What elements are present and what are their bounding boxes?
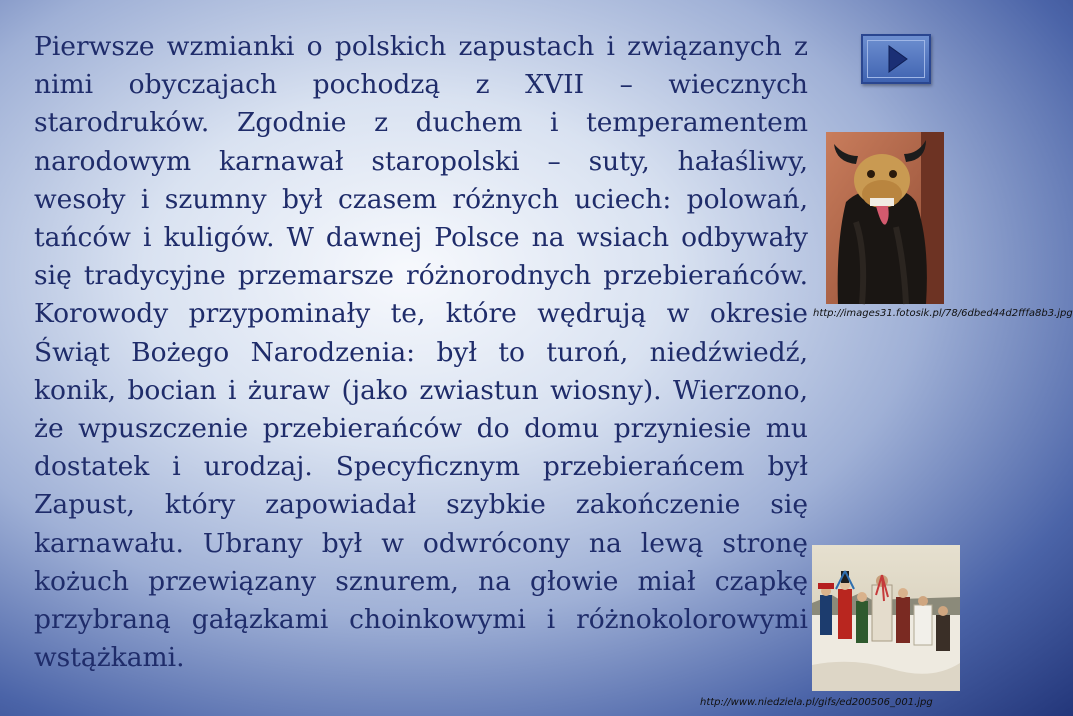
- next-slide-button[interactable]: [861, 34, 931, 84]
- image-source-caption-bottom: http://www.niedziela.pl/gifs/ed200506_001.jpg: [700, 697, 933, 708]
- turon-costume-photo: [826, 132, 944, 304]
- play-triangle-icon: [863, 36, 929, 82]
- carnival-procession-painting: [812, 545, 960, 691]
- slide-body-text: Pierwsze wzmianki o polskich zapustach i związanych z nimi obyczajach pochodzą z XVII – wiecznych starodruków. Zgodnie z duchem i temperamentem narodowym karnawał staropolski – suty, hałaśliwy, wesoły i szumny był czasem różnych uciech: polowań, tańców i kuligów. W dawnej Polsce na wsiach odbywały się tradycyjne przemarsze różnorodnych przebierańców. Korowody przypominały te, które wędrują w okresie Świąt Bożego Narodzenia: był to turoń, niedźwiedź, konik, bocian i żuraw (jako zwiastun wiosny). Wierzono, że wpuszczenie przebierańców do domu przyniesie mu dostatek i urodzaj. Specyficznym przebierańcem był Zapust, który zapowiadał szybkie zakończenie się karnawału. Ubrany był w odwrócony na lewą stronę kożuch przewiązany sznurem, na głowie miał czapkę przybraną gałązkami choinkowymi i różnokolorowymi wstążkami.: [34, 31, 808, 674]
- image-source-caption-top: http://images31.fotosik.pl/78/6dbed44d2fffa8b3.jpg: [813, 308, 1073, 319]
